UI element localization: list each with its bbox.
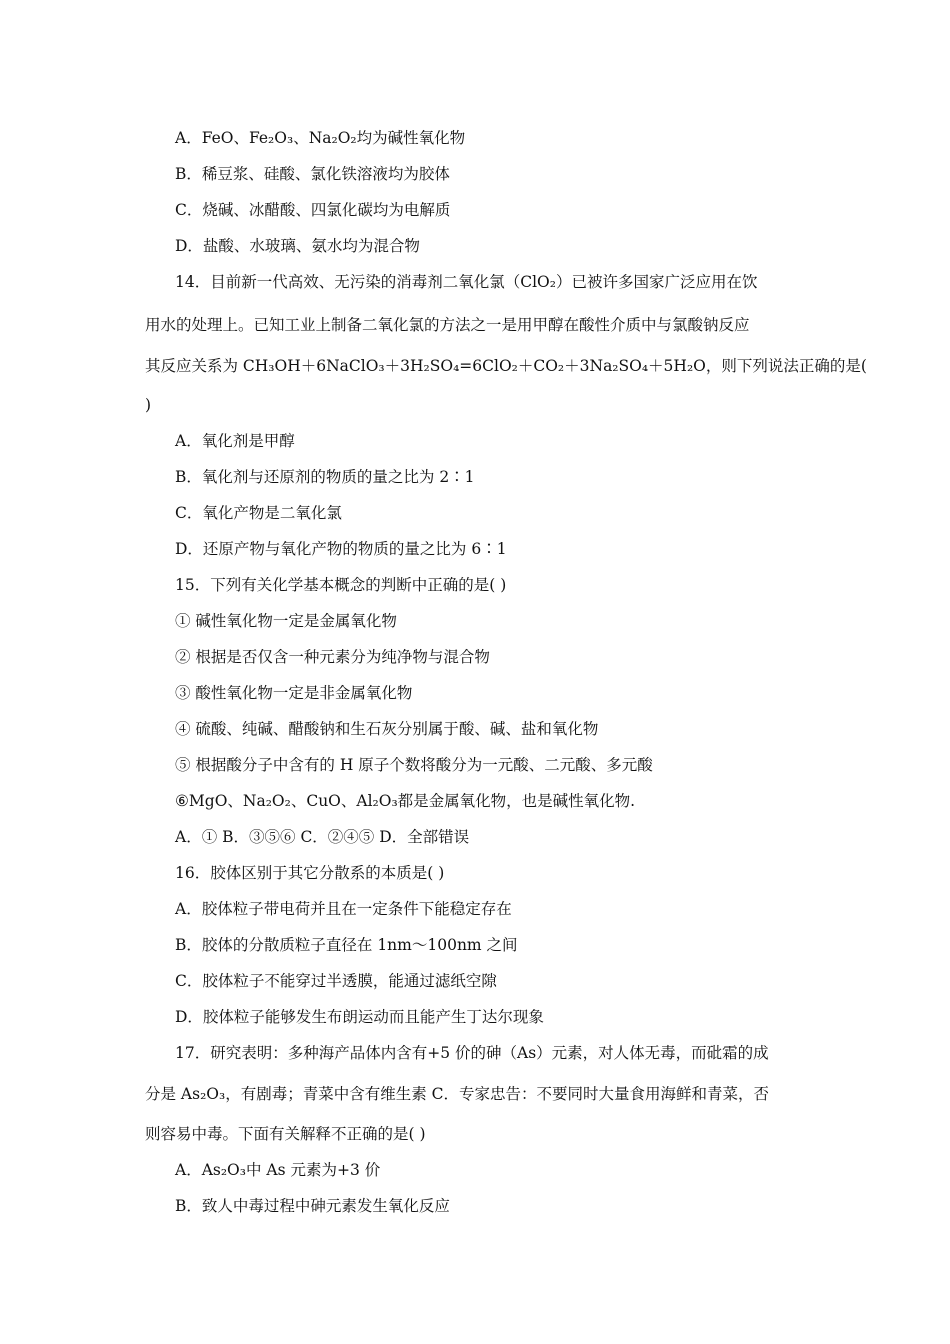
question-17-line2: 分是 As₂O₃，有剧毒；青菜中含有维生素 C．专家忠告：不要同时大量食用海鲜和青菜，否 — [145, 1085, 769, 1103]
option-14d: D．还原产物与氧化产物的物质的量之比为 6∶1 — [175, 540, 507, 558]
option-13a: A．FeO、Fe₂O₃、Na₂O₂均为碱性氧化物 — [175, 129, 466, 147]
statement-15-6: ⑥MgO、Na₂O₂、CuO、Al₂O₃都是金属氧化物，也是碱性氧化物. — [175, 792, 636, 810]
question-14-line2: 用水的处理上。已知工业上制备二氧化氯的方法之一是用甲醇在酸性介质中与氯酸钠反应 — [145, 316, 750, 334]
question-17-line1: 17．研究表明：多种海产品体内含有+5 价的砷（As）元素，对人体无毒，而砒霜的成 — [175, 1044, 769, 1062]
statement-15-2: ② 根据是否仅含一种元素分为纯净物与混合物 — [175, 648, 490, 666]
option-16a: A．胶体粒子带电荷并且在一定条件下能稳定存在 — [175, 900, 512, 918]
question-14-line3: 其反应关系为 CH₃OH＋6NaClO₃＋3H₂SO₄=6ClO₂＋CO₂＋3Na₂SO₄＋5H₂O，则下列说法正确的是( — [145, 357, 867, 375]
option-17b: B．致人中毒过程中砷元素发生氧化反应 — [175, 1197, 450, 1215]
question-14-line1: 14．目前新一代高效、无污染的消毒剂二氧化氯（ClO₂）已被许多国家广泛应用在饮 — [175, 273, 758, 291]
options-15: A．① B．③⑤⑥ C．②④⑤ D．全部错误 — [175, 828, 470, 846]
option-13c: C．烧碱、冰醋酸、四氯化碳均为电解质 — [175, 201, 451, 219]
statement-15-5: ⑤ 根据酸分子中含有的 H 原子个数将酸分为一元酸、二元酸、多元酸 — [175, 756, 653, 774]
option-16b: B．胶体的分散质粒子直径在 1nm～100nm 之间 — [175, 936, 518, 954]
question-15: 15．下列有关化学基本概念的判断中正确的是( ) — [175, 576, 507, 594]
option-14b: B．氧化剂与还原剂的物质的量之比为 2∶1 — [175, 468, 475, 486]
statement-15-4: ④ 硫酸、纯碱、醋酸钠和生石灰分别属于酸、碱、盐和氧化物 — [175, 720, 599, 738]
question-16: 16．胶体区别于其它分散系的本质是( ) — [175, 864, 445, 882]
statement-15-1: ① 碱性氧化物一定是金属氧化物 — [175, 612, 397, 630]
option-17a: A．As₂O₃中 As 元素为+3 价 — [175, 1161, 381, 1179]
question-14-line4: ) — [145, 396, 152, 414]
option-16c: C．胶体粒子不能穿过半透膜，能通过滤纸空隙 — [175, 972, 497, 990]
option-13b: B．稀豆浆、硅酸、氯化铁溶液均为胶体 — [175, 165, 450, 183]
question-17-line3: 则容易中毒。下面有关解释不正确的是( ) — [145, 1125, 426, 1143]
option-14c: C．氧化产物是二氧化氯 — [175, 504, 342, 522]
option-16d: D．胶体粒子能够发生布朗运动而且能产生丁达尔现象 — [175, 1008, 544, 1026]
option-13d: D．盐酸、水玻璃、氨水均为混合物 — [175, 237, 420, 255]
option-14a: A．氧化剂是甲醇 — [175, 432, 295, 450]
statement-15-3: ③ 酸性氧化物一定是非金属氧化物 — [175, 684, 413, 702]
